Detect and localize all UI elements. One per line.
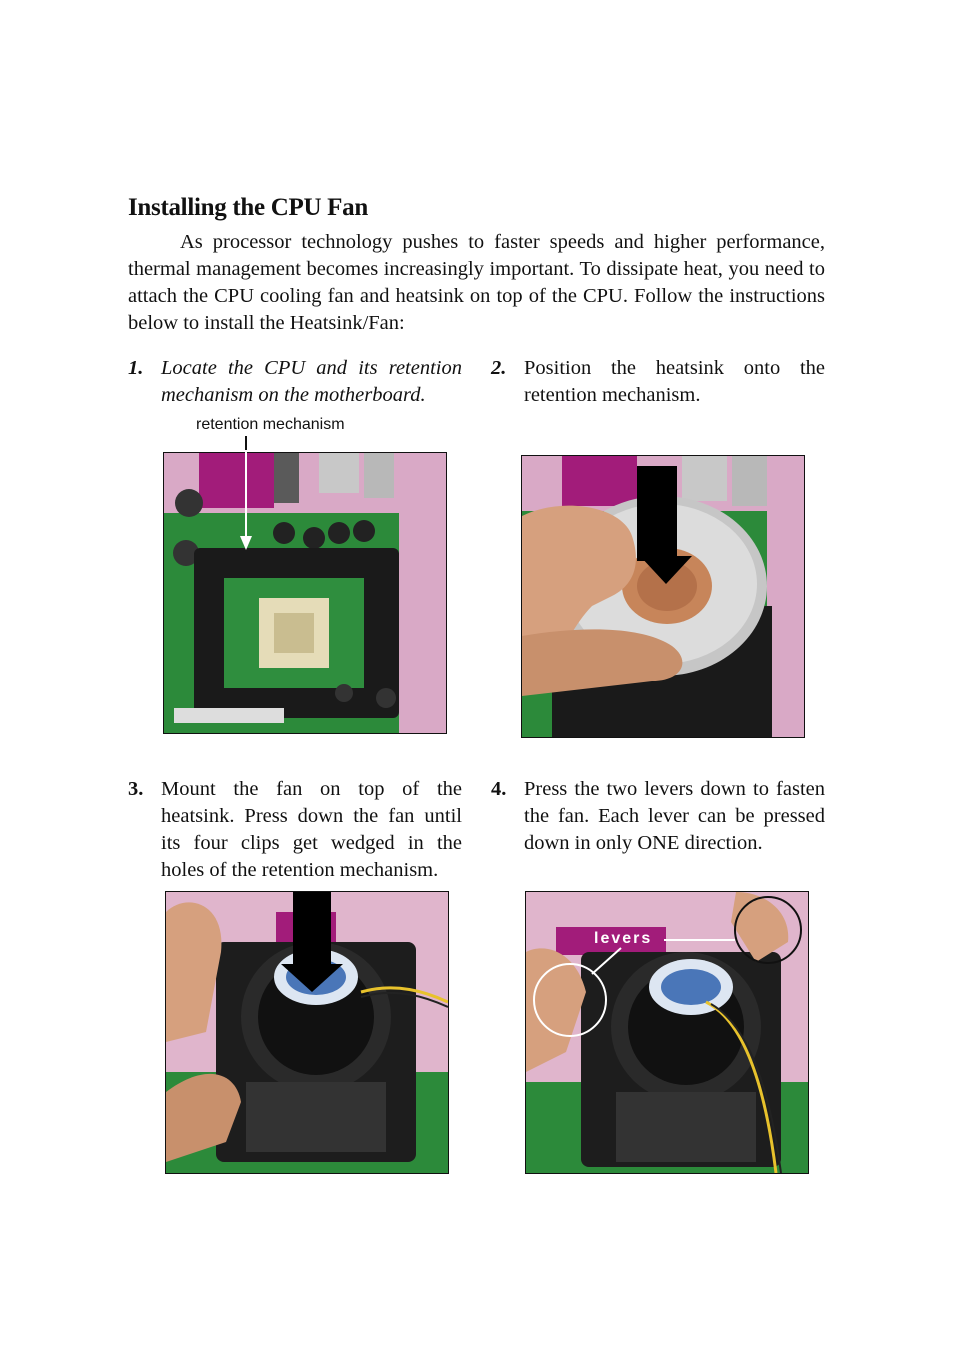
page-title: Installing the CPU Fan: [128, 194, 368, 221]
step-number: 3.: [128, 778, 144, 800]
retention-arrow-icon: [238, 436, 254, 556]
photo-press-levers: [525, 891, 809, 1174]
step-text: Position the heatsink onto the retention mechanism.: [524, 357, 825, 406]
levers-callout: levers: [594, 930, 653, 947]
step-text: Mount the fan on top of the heatsink. Press down the fan until its four clips get wedged in the holes of the retention mechanism.: [161, 778, 462, 881]
step-number: 2.: [491, 357, 507, 379]
intro-text: As processor technology pushes to faster speeds and higher performance, thermal management becomes increasingly important. To dissipate heat, you need to attach the CPU cooling fan and heatsink on top of the CPU. Follow the instructions below to install the Heatsink/Fan:: [128, 231, 825, 334]
photo-cpu-retention-mechanism: [163, 452, 447, 734]
photo-mount-fan: [165, 891, 449, 1174]
step-text: Locate the CPU and its retention mechanism on the motherboard.: [161, 357, 462, 406]
retention-mechanism-callout: retention mechanism: [196, 416, 345, 433]
photo-position-heatsink: [521, 455, 805, 738]
step-number: 4.: [491, 778, 507, 800]
step-number: 1.: [128, 357, 144, 379]
step-text: Press the two levers down to fasten the fan. Each lever can be pressed down in only ONE direction.: [524, 778, 825, 854]
intro-paragraph: [128, 229, 825, 337]
